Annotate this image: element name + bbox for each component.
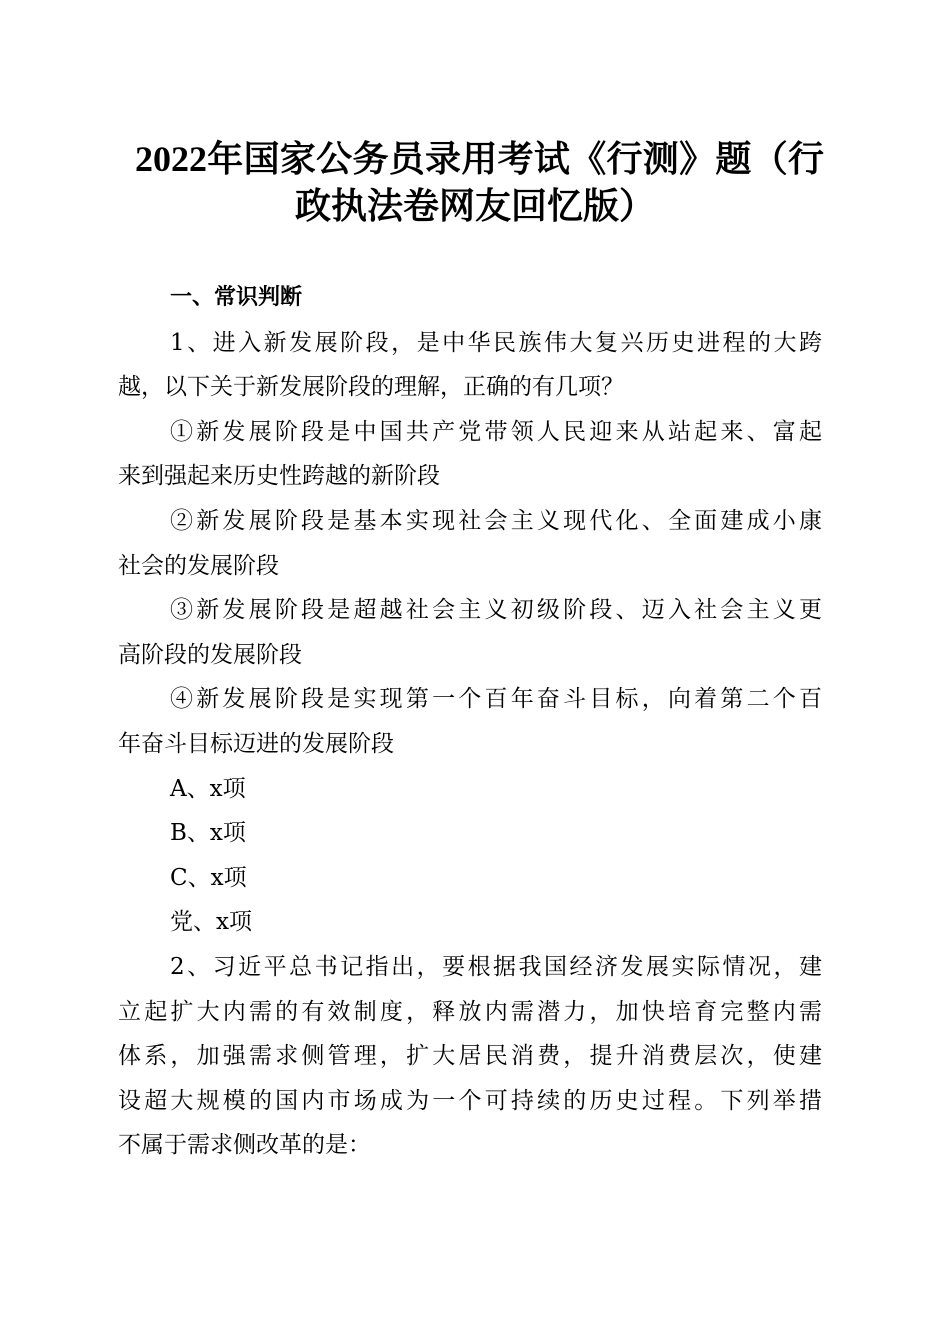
document-body (118, 276, 822, 1168)
paragraph (118, 677, 822, 766)
paragraph-line: ④新发展阶段是实现第一个百年奋斗目标，向着第二个百 (170, 686, 822, 713)
paragraph-line: 设超大规模的国内市场成为一个可持续的历史过程。下列举措 (118, 1087, 822, 1114)
paragraph (118, 767, 822, 812)
paragraph (118, 900, 822, 945)
paragraph (118, 499, 822, 588)
paragraph-line: ②新发展阶段是基本实现社会主义现代化、全面建成小康 (170, 507, 822, 534)
paragraph (118, 811, 822, 856)
paragraph (118, 588, 822, 677)
paragraph-line: 高阶段的发展阶段 (118, 641, 302, 668)
section-heading: 一、常识判断 (170, 285, 303, 310)
paragraph-line: 不属于需求侧改革的是： (118, 1132, 371, 1159)
paragraph-line: 党、x项 (170, 909, 252, 936)
paragraph (118, 856, 822, 901)
paragraph-line: 来到强起来历史性跨越的新阶段 (118, 463, 440, 490)
paragraph-line: C、x项 (170, 864, 247, 891)
paragraph-line: 年奋斗目标迈进的发展阶段 (118, 730, 394, 757)
title-line-1: 2022年国家公务员录用考试《行测》题（行 (135, 139, 824, 179)
paragraph-line: 越，以下关于新发展阶段的理解，正确的有几项？ (118, 374, 624, 401)
paragraph-line: ①新发展阶段是中国共产党带领人民迎来从站起来、富起 (170, 418, 822, 445)
paragraph-line: A、x项 (170, 775, 246, 802)
paragraph (118, 321, 822, 410)
paragraph-line: 社会的发展阶段 (118, 552, 279, 579)
paragraph-line: 立起扩大内需的有效制度，释放内需潜力，加快培育完整内需 (118, 998, 822, 1025)
title-line-2: 政执法卷网友回忆版） (294, 186, 655, 226)
paragraph (118, 410, 822, 499)
paragraph-line: ③新发展阶段是超越社会主义初级阶段、迈入社会主义更 (170, 597, 822, 624)
paragraph-line: 体系，加强需求侧管理，扩大居民消费，提升消费层次，使建 (118, 1043, 822, 1070)
paragraph-line: 2、习近平总书记指出，要根据我国经济发展实际情况，建 (170, 953, 822, 980)
paragraph (118, 945, 822, 1168)
paragraph-line: 1、进入新发展阶段，是中华民族伟大复兴历史进程的大跨 (170, 329, 822, 356)
document-title (118, 136, 832, 230)
paragraph-line: B、x项 (170, 820, 246, 847)
